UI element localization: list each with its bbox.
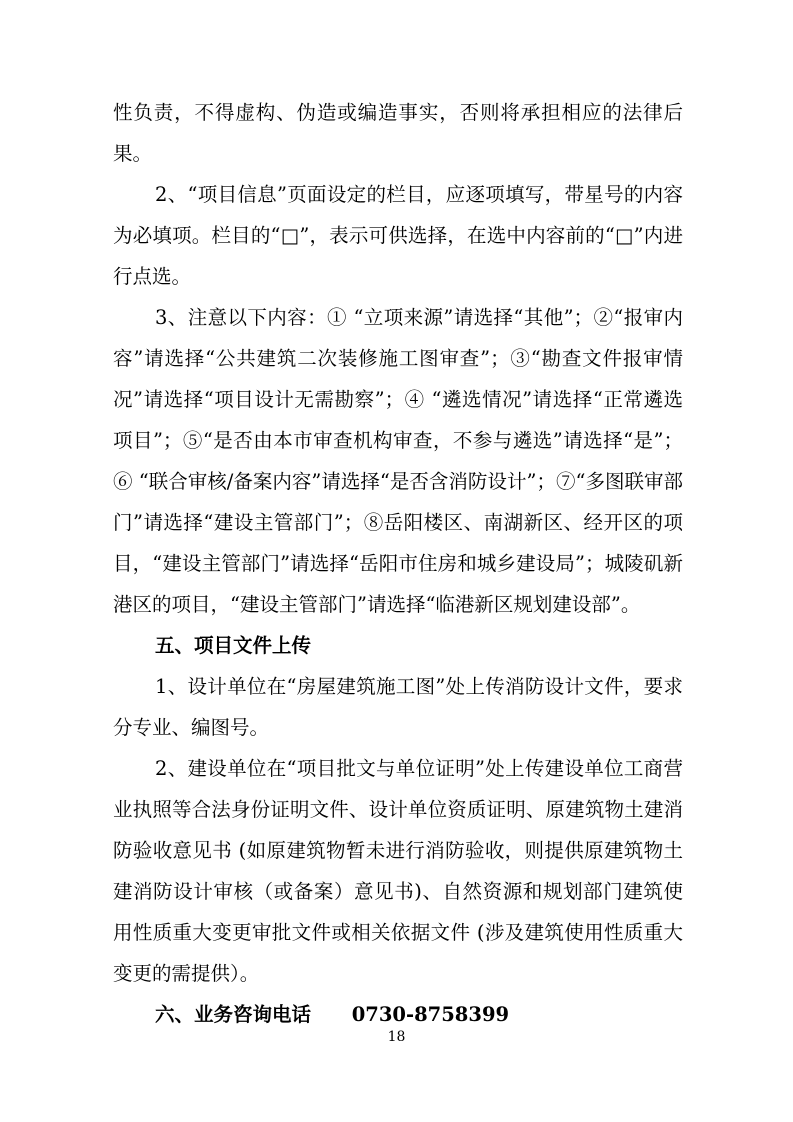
paragraph-upload-1: 1、设计单位在“房屋建筑施工图”处上传消防设计文件，要求分专业、编图号。: [113, 675, 683, 739]
paragraph-item-2: 2、“项目信息”页面设定的栏目，应逐项填写，带星号的内容为必填项。栏目的“□”，表示可供选择，在选中内容前的“□”内进行点选。: [113, 183, 683, 288]
section-heading-six: 六、业务咨询电话 0730-8758399: [155, 1003, 510, 1026]
paragraph-continued: 性负责，不得虚构、伪造或编造事实，否则将承担相应的法律后果。: [113, 101, 683, 165]
paragraph-item-3: 3、注意以下内容：① “立项来源”请选择“其他”；②“报审内容”请选择“公共建筑二次装修施工图审查”；③“勘查文件报审情况”请选择“项目设计无需勘察”；④ “遴选情况”请选择“正常遴选项目”；⑤“是否由本市审查机构审查，不参与遴选”请选择“是”；⑥ “联合审核/备案内容”请选择“是否含消防设计”；⑦“多图联审部门”请选择“建设主管部门”；⑧岳阳楼区、南湖新区、经开区的项目，“建设主管部门”请选择“岳阳市住房和城乡建设局”；城陵矶新港区的项目，“建设主管部门”请选择“临港新区规划建设部”。: [113, 306, 683, 616]
section-heading-five: 五、项目文件上传: [155, 634, 312, 657]
document-body: [113, 92, 683, 1035]
page-number: 18: [387, 1029, 406, 1045]
paragraph-upload-2: 2、建设单位在“项目批文与单位证明”处上传建设单位工商营业执照等合法身份证明文件、设计单位资质证明、原建筑物土建消防验收意见书 (如原建筑物暂未进行消防验收，则提供原建筑物土建消防设计审核（或备案）意见书)、自然资源和规划部门建筑使用性质重大变更审批文件或相关依据文件 (涉及建筑使用性质重大变更的需提供）。: [113, 757, 683, 985]
